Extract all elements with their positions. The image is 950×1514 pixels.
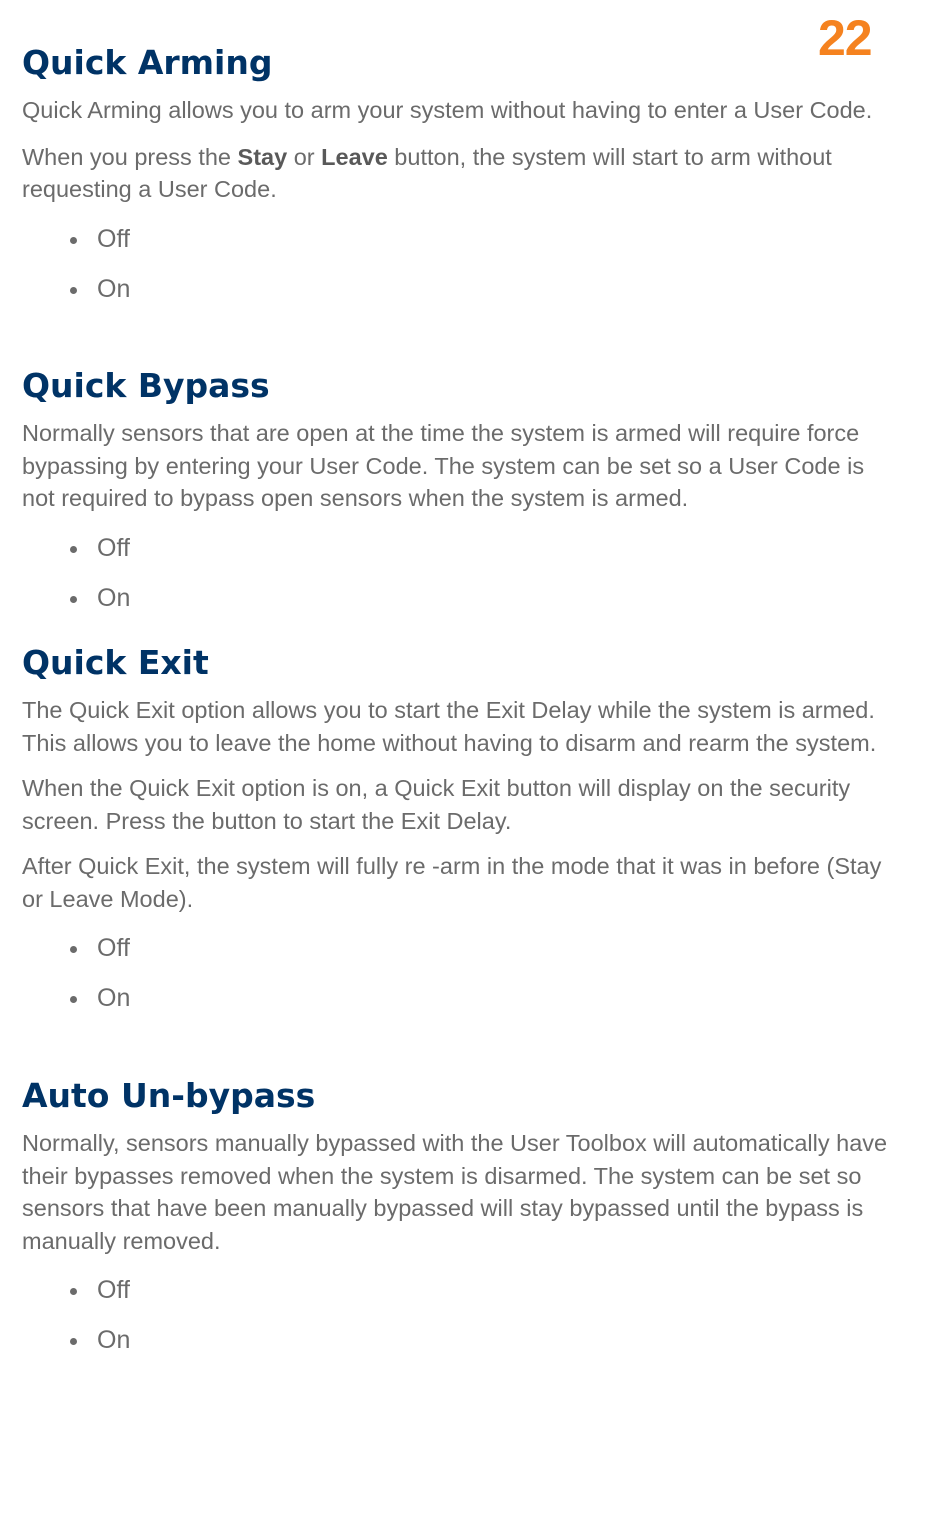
paragraph: Quick Arming allows you to arm your system without having to enter a User Code. [22,97,873,123]
paragraph: Normally, sensors manually bypassed with the User Toolbox will automatically have their bypasses removed when the system is disarmed. The system can be set so sensors that have been manually bypassed will stay bypassed until the bypass is manually removed. [22,1130,888,1254]
paragraph: The Quick Exit option allows you to start the Exit Delay while the system is armed. This allows you to leave the home without having to disarm and rearm the system. [22,697,877,756]
option-label: Off [97,533,130,562]
text-run: button, the system will start to arm without requesting a User Code. [22,143,832,202]
option-label: On [97,274,131,303]
heading-quick-bypass: Quick Bypass [22,366,270,405]
option-off [22,224,902,274]
option-on [22,583,902,633]
heading-auto-unbypass: Auto Un-bypass [22,1076,316,1115]
leave-button-label: Leave [321,143,388,170]
bullet-icon [70,996,77,1003]
stay-button-label: Stay [237,143,288,170]
bullet-icon [70,1338,77,1345]
option-label: Off [97,934,130,962]
stay-leave-paragraph [22,141,902,206]
bullet-icon [70,1288,77,1295]
heading-quick-arming: Quick Arming [22,43,273,82]
paragraph: Normally sensors that are open at the time the system is armed will require force bypassing by entering your User Code. The system can be set so a User Code is not required to bypass open sensors when the system is armed. [22,420,865,511]
heading-quick-exit: Quick Exit [22,643,209,682]
bullet-icon [70,946,77,953]
section-quick-bypass [22,366,902,633]
option-label: On [97,984,131,1012]
option-on [22,1325,902,1375]
text-run: or [287,143,322,170]
option-list [22,1275,902,1375]
option-off [22,533,902,583]
option-list [22,533,902,633]
option-on [22,274,902,324]
option-label: On [97,1326,131,1354]
option-on [22,983,902,1033]
option-label: On [97,583,131,612]
section-quick-exit [22,643,902,1033]
option-off [22,1275,902,1325]
bullet-icon [70,237,77,244]
paragraph: After Quick Exit, the system will fully re -arm in the mode that it was in before (Stay or Leave Mode). [22,853,882,912]
section-quick-arming [22,43,902,324]
paragraph: When the Quick Exit option is on, a Quick Exit button will display on the security screen. Press the button to start the Exit Delay. [22,775,851,834]
option-off [22,933,902,983]
section-auto-unbypass [22,1076,902,1375]
option-list [22,933,902,1033]
bullet-icon [70,287,77,294]
option-list [22,224,902,324]
page-number: 22 [818,10,872,66]
text-run: When you press the [22,143,238,170]
bullet-icon [70,596,77,603]
option-label: Off [97,224,130,253]
option-label: Off [97,1276,130,1304]
bullet-icon [70,546,77,553]
